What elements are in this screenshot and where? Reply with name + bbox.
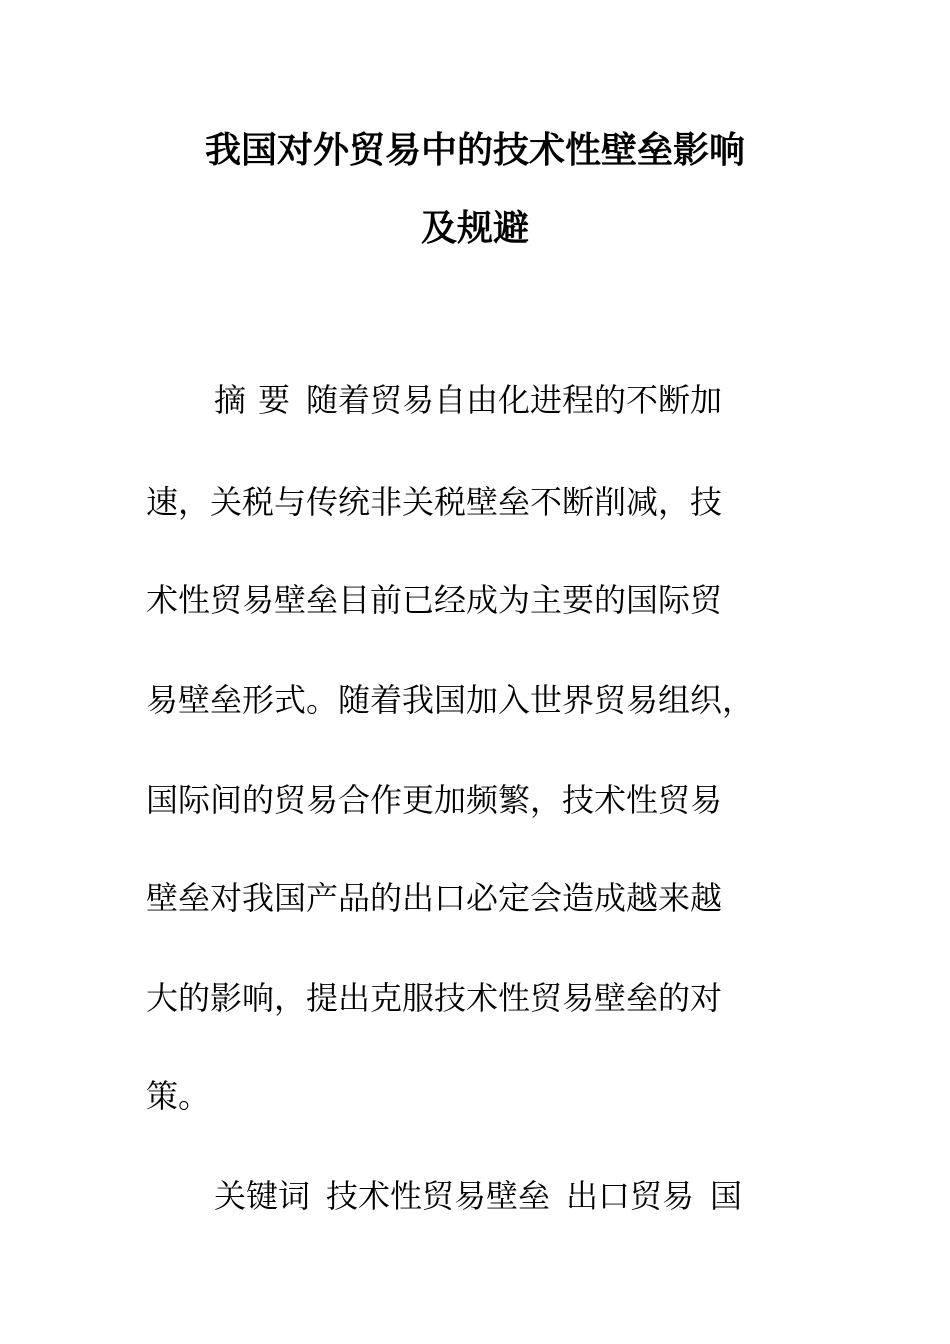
abstract-line-5: 国际间的贸易合作更加频繁，技术性贸易 (146, 781, 723, 819)
abstract-line-1 (214, 380, 874, 420)
abstract-line-3: 术性贸易壁垒目前已经成为主要的国际贸 (146, 581, 723, 619)
abstract-text: 随着贸易自由化进程的不断加 (306, 381, 723, 419)
document-title-line-2: 及规避 (420, 207, 529, 249)
abstract-line-2: 速，关税与传统非关税壁垒不断削减，技 (146, 483, 723, 521)
document-title-line-1: 我国对外贸易中的技术性壁垒影响 (204, 129, 745, 171)
keyword-item: 国 (710, 1177, 743, 1215)
abstract-line-7: 大的影响，提出克服技术性贸易壁垒的对 (146, 979, 723, 1017)
abstract-label-char-2: 要 (258, 381, 291, 419)
keywords-label: 关键词 (214, 1177, 311, 1215)
abstract-line-8: 策。 (146, 1077, 211, 1115)
abstract-label-char-1: 摘 (214, 381, 247, 419)
abstract-line-4: 易壁垒形式。随着我国加入世界贸易组织， (146, 681, 755, 719)
keyword-item: 技术性贸易壁垒 (326, 1177, 551, 1215)
keywords-line (214, 1176, 874, 1216)
abstract-line-6: 壁垒对我国产品的出口必定会造成越来越 (146, 879, 723, 917)
keyword-item: 出口贸易 (566, 1177, 695, 1215)
